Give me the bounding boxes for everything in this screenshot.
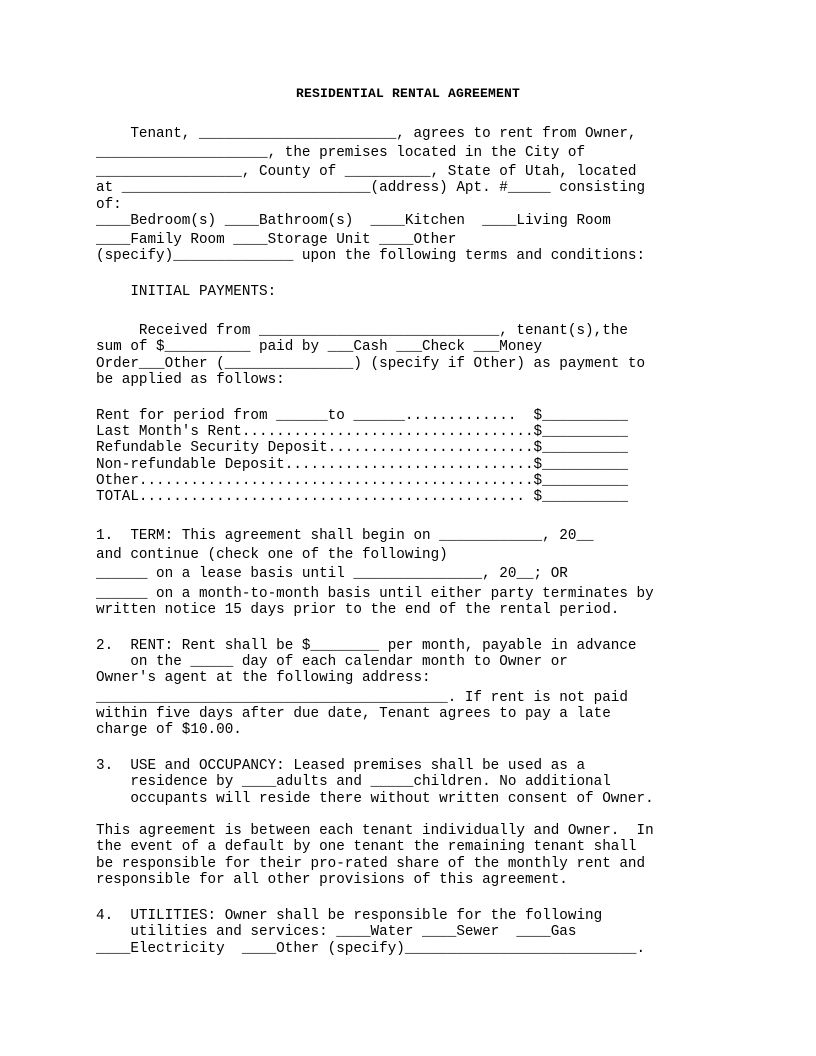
payment-row-total: TOTAL............................................. $__________ bbox=[96, 489, 628, 505]
agreement-line-4: responsible for all other provisions of this agreement. bbox=[96, 872, 568, 888]
received-from-line: Received from ____________________________, tenant(s),the bbox=[96, 323, 628, 339]
applied-line: be applied as follows: bbox=[96, 372, 285, 388]
term-line-2: and continue (check one of the following) bbox=[96, 547, 448, 563]
rent-line-4: _________________________________________. If rent is not paid bbox=[96, 690, 628, 706]
payment-row-rent: Rent for period from ______to ______............. $__________ bbox=[96, 408, 628, 424]
use-line-3: occupants will reside there without written consent of Owner. bbox=[96, 791, 654, 807]
term-line-4: ______ on a month-to-month basis until either party terminates by bbox=[96, 586, 654, 602]
utilities-line-1: 4. UTILITIES: Owner shall be responsible for the following bbox=[96, 908, 603, 924]
use-line-1: 3. USE and OCCUPANCY: Leased premises shall be used as a bbox=[96, 758, 586, 774]
use-line-2: residence by ____adults and _____children. No additional bbox=[96, 774, 611, 790]
owner-line: ____________________, the premises located in the City of bbox=[96, 145, 586, 161]
rent-line-2: on the _____ day of each calendar month to Owner or bbox=[96, 654, 568, 670]
agreement-line-1: This agreement is between each tenant individually and Owner. In bbox=[96, 823, 654, 839]
tenant-line: Tenant, _______________________, agrees to rent from Owner, bbox=[96, 126, 637, 142]
document-title: RESIDENTIAL RENTAL AGREEMENT bbox=[295, 86, 521, 101]
county-line: _________________, County of __________, State of Utah, located bbox=[96, 164, 637, 180]
order-line: Order___Other (_______________) (specify if Other) as payment to bbox=[96, 356, 646, 372]
rent-line-6: charge of $10.00. bbox=[96, 722, 242, 738]
specify-line: (specify)______________ upon the following terms and conditions: bbox=[96, 248, 646, 264]
initial-payments-heading: INITIAL PAYMENTS: bbox=[96, 284, 277, 300]
agreement-line-3: be responsible for their pro-rated share of the monthly rent and bbox=[96, 856, 646, 872]
payment-row-other: Other..............................................$__________ bbox=[96, 473, 628, 489]
term-line-1: 1. TERM: This agreement shall begin on ____________, 20__ bbox=[96, 528, 594, 544]
term-line-5: written notice 15 days prior to the end of the rental period. bbox=[96, 602, 620, 618]
rent-line-1: 2. RENT: Rent shall be $________ per month, payable in advance bbox=[96, 638, 637, 654]
rent-line-3: Owner's agent at the following address: bbox=[96, 670, 431, 686]
rooms-line-1: ____Bedroom(s) ____Bathroom(s) ____Kitchen ____Living Room bbox=[96, 213, 611, 229]
address-line: at _____________________________(address) Apt. #_____ consisting bbox=[96, 180, 646, 196]
agreement-line-2: the event of a default by one tenant the remaining tenant shall bbox=[96, 839, 637, 855]
utilities-line-3: ____Electricity ____Other (specify)___________________________. bbox=[96, 941, 646, 957]
payment-row-nonrefundable: Non-refundable Deposit.............................$__________ bbox=[96, 457, 628, 473]
payment-row-security: Refundable Security Deposit........................$__________ bbox=[96, 440, 628, 456]
sum-line: sum of $__________ paid by ___Cash ___Check ___Money bbox=[96, 339, 543, 355]
utilities-line-2: utilities and services: ____Water ____Sewer ____Gas bbox=[96, 924, 577, 940]
rooms-line-2: ____Family Room ____Storage Unit ____Other bbox=[96, 232, 457, 248]
term-line-3: ______ on a lease basis until _______________, 20__; OR bbox=[96, 566, 568, 582]
payment-row-last-month: Last Month's Rent..................................$__________ bbox=[96, 424, 628, 440]
rent-line-5: within five days after due date, Tenant agrees to pay a late bbox=[96, 706, 611, 722]
consisting-of-line: of: bbox=[96, 197, 122, 213]
